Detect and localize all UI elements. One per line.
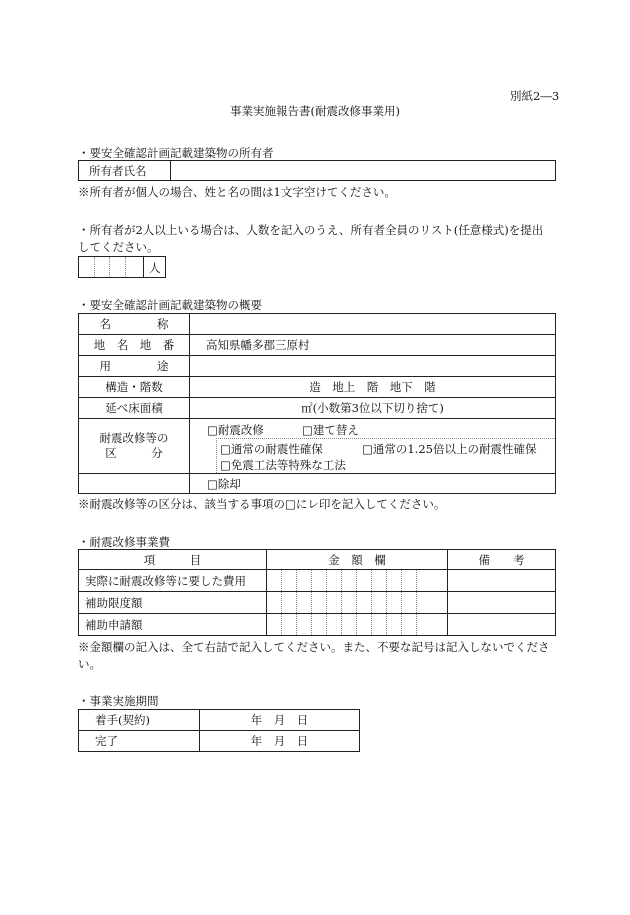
amount-digit-divider <box>281 592 282 613</box>
option-125-seismic-checkbox[interactable]: □通常の1.25倍以上の耐震性確保 <box>362 442 537 456</box>
owner-count-divider <box>109 257 110 277</box>
amount-digit-divider <box>371 614 372 635</box>
cost-heading: ・耐震改修事業費 <box>78 535 170 549</box>
owner-count-divider <box>94 257 95 277</box>
owner-count-divider <box>125 257 126 277</box>
option-retrofit-checkbox[interactable]: □耐震改修 <box>207 423 264 437</box>
cost-row-item: 補助限度額 <box>79 592 267 614</box>
overview-table <box>78 313 556 494</box>
category-options <box>190 419 556 474</box>
amount-digit-divider <box>296 570 297 591</box>
owner-count-box[interactable] <box>78 256 166 278</box>
period-table <box>78 709 360 752</box>
period-heading: ・事業実施期間 <box>78 694 159 708</box>
amount-digit-divider <box>326 614 327 635</box>
category-label-line2: 区 分 <box>105 446 163 460</box>
amount-digit-divider <box>326 592 327 613</box>
amount-digit-divider <box>356 570 357 591</box>
period-start-label: 着手(契約) <box>79 710 200 731</box>
floor-area-value[interactable]: ㎡(小数第3位以下切り捨て) <box>190 398 556 419</box>
amount-digit-divider <box>311 614 312 635</box>
category-note: ※耐震改修等の区分は、該当する事項の□にレ印を記入してください。 <box>78 497 446 511</box>
amount-digit-divider <box>281 614 282 635</box>
document-reference: 別紙2―3 <box>510 89 560 103</box>
cost-header-amount: 金 額 欄 <box>267 550 448 570</box>
building-use-input[interactable] <box>190 356 556 377</box>
page-title: 事業実施報告書(耐震改修事業用) <box>230 104 400 118</box>
amount-grid <box>267 570 447 591</box>
overview-label-address: 地 名 地 番 <box>79 335 190 356</box>
amount-digit-divider <box>341 592 342 613</box>
option-normal-seismic-checkbox[interactable]: □通常の耐震性確保 <box>220 442 323 456</box>
option-rebuild-checkbox[interactable]: □建て替え <box>302 423 359 437</box>
cost-row-item: 補助申請額 <box>79 614 267 636</box>
overview-heading: ・要安全確認計画記載建築物の概要 <box>78 298 262 312</box>
owner-name-input[interactable] <box>171 161 556 181</box>
amount-digit-divider <box>356 614 357 635</box>
cost-remarks-field[interactable] <box>448 570 556 592</box>
cost-amount-field[interactable] <box>267 614 448 636</box>
address-value[interactable]: 高知県幡多郡三原村 <box>190 335 556 356</box>
cost-row-item: 実際に耐震改修等に要した費用 <box>79 570 267 592</box>
cost-header-remarks: 備 考 <box>448 550 556 570</box>
cost-remarks-field[interactable] <box>448 592 556 614</box>
cost-amount-field[interactable] <box>267 570 448 592</box>
amount-digit-divider <box>296 614 297 635</box>
category-demolition-spacer <box>79 474 190 494</box>
overview-label-use: 用 途 <box>79 356 190 377</box>
overview-label-category <box>79 419 190 474</box>
owner-section-heading: ・要安全確認計画記載建築物の所有者 <box>78 146 274 160</box>
owner-count-unit: 人 <box>149 261 161 275</box>
amount-digit-divider <box>281 570 282 591</box>
cost-amount-field[interactable] <box>267 592 448 614</box>
structure-floors-value[interactable]: 造 地上 階 地下 階 <box>190 377 556 398</box>
amount-digit-divider <box>386 570 387 591</box>
cost-header-item: 項 目 <box>79 550 267 570</box>
building-name-input[interactable] <box>190 314 556 335</box>
period-start-date[interactable]: 年 月 日 <box>200 710 360 731</box>
amount-digit-divider <box>371 592 372 613</box>
overview-label-name: 名 称 <box>79 314 190 335</box>
cost-note-line1: ※金額欄の記入は、全て右詰で記入してください。また、不要な記号は記入しないでくださ <box>78 640 550 654</box>
amount-digit-divider <box>341 614 342 635</box>
amount-digit-divider <box>401 592 402 613</box>
amount-digit-divider <box>416 614 417 635</box>
multi-owner-text-line1: ・所有者が2人以上いる場合は、人数を記入のうえ、所有者全員のリスト(任意様式)を提出 <box>78 223 544 237</box>
amount-digit-divider <box>326 570 327 591</box>
owner-count-unit-divider <box>143 257 144 277</box>
amount-digit-divider <box>401 570 402 591</box>
option-isolation-checkbox[interactable]: □免震工法等特殊な工法 <box>220 458 346 472</box>
period-end-label: 完了 <box>79 731 200 752</box>
sub-options-top-border <box>216 438 555 439</box>
amount-digit-divider <box>371 570 372 591</box>
cost-remarks-field[interactable] <box>448 614 556 636</box>
overview-label-structure: 構造・階数 <box>79 377 190 398</box>
owner-name-label: 所有者氏名 <box>79 161 171 181</box>
owner-name-table <box>78 160 556 181</box>
multi-owner-text-line2: してください。 <box>78 240 159 254</box>
amount-digit-divider <box>386 592 387 613</box>
overview-label-floor-area: 延べ床面積 <box>79 398 190 419</box>
amount-digit-divider <box>386 614 387 635</box>
amount-digit-divider <box>311 592 312 613</box>
amount-digit-divider <box>296 592 297 613</box>
owner-name-note: ※所有者が個人の場合、姓と名の間は1文字空けてください。 <box>78 185 396 199</box>
amount-digit-divider <box>341 570 342 591</box>
amount-grid <box>267 592 447 613</box>
cost-table <box>78 549 556 636</box>
amount-digit-divider <box>416 592 417 613</box>
cost-note-line2: い。 <box>78 657 101 671</box>
period-end-date[interactable]: 年 月 日 <box>200 731 360 752</box>
amount-digit-divider <box>416 570 417 591</box>
option-demolition-checkbox[interactable]: □除却 <box>190 474 556 494</box>
sub-options-left-border <box>216 438 217 473</box>
category-label-line1: 耐震改修等の <box>99 431 169 445</box>
amount-digit-divider <box>401 614 402 635</box>
amount-digit-divider <box>311 570 312 591</box>
amount-digit-divider <box>356 592 357 613</box>
amount-grid <box>267 614 447 635</box>
